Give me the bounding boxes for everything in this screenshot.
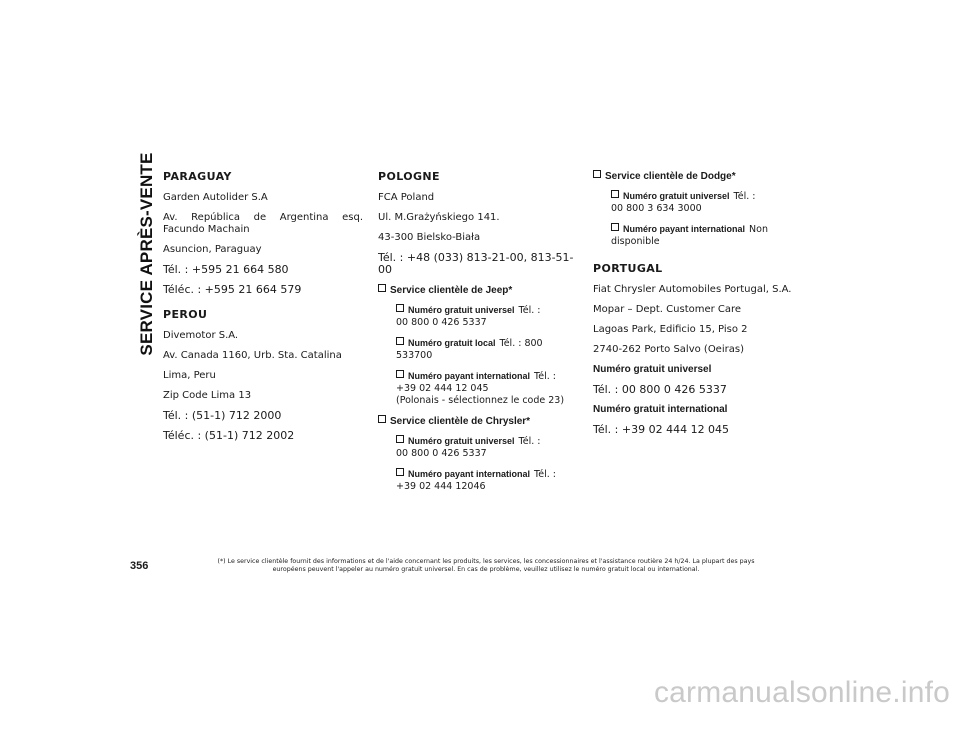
column-1: [163, 170, 363, 450]
pologne-line: Ul. M.Grażyńskiego 141.: [378, 212, 500, 223]
perou-line: Tél. : (51-1) 712 2000: [163, 409, 282, 422]
heading-pologne: POLOGNE: [378, 170, 440, 183]
chrysler-service-item: Service clientèle de Chrysler*: [378, 415, 578, 427]
checkbox-square-icon: [396, 435, 404, 443]
dodge-international-item: Numéro payant international Non disponible: [611, 224, 768, 247]
portugal-tel-universal: Tél. : 00 800 0 426 5337: [593, 383, 727, 396]
checkbox-square-icon: [396, 370, 404, 378]
watermark: carmanualsonline.info: [653, 676, 950, 709]
dodge-universal-item: Numéro gratuit universel Tél. : 00 800 3 634 3000: [611, 191, 756, 214]
checkbox-square-icon: [611, 223, 619, 231]
column-3: [593, 170, 803, 444]
chrysler-universal-item: Numéro gratuit universel Tél. : 00 800 0 426 5337: [396, 436, 541, 459]
jeep-international-item: Numéro payant international Tél. : +39 02 444 12 045 (Polonais - sélectionnez le code 23): [396, 371, 565, 406]
column-2: [378, 170, 578, 501]
pologne-line: 43-300 Bielsko-Biała: [378, 232, 481, 243]
footnote-line: européens peuvent l'appeler au numéro gratuit universel. En cas de problème, veuillez utilisez le numéro gratuit local ou international.: [272, 566, 700, 573]
checkbox-square-icon: [378, 284, 386, 292]
portugal-line: Lagoas Park, Edificio 15, Piso 2: [593, 324, 748, 335]
checkbox-square-icon: [593, 170, 601, 178]
checkbox-square-icon: [378, 415, 386, 423]
jeep-universal-item: Numéro gratuit universel Tél. : 00 800 0 426 5337: [396, 305, 541, 328]
checkbox-square-icon: [396, 468, 404, 476]
checkbox-square-icon: [396, 304, 404, 312]
page-number: 356: [130, 560, 149, 572]
perou-line: Divemotor S.A.: [163, 330, 239, 341]
perou-line: Téléc. : (51-1) 712 2002: [163, 429, 295, 442]
paraguay-line: Asuncion, Paraguay: [163, 244, 262, 255]
pologne-line: Tél. : +48 (033) 813-21-00, 813-51-00: [378, 251, 574, 276]
portugal-line: 2740-262 Porto Salvo (Oeiras): [593, 344, 744, 355]
footnote: [176, 558, 796, 574]
paraguay-line: Tél. : +595 21 664 580: [163, 263, 289, 276]
paraguay-line: Av. República de Argentina esq. Facundo Machain: [163, 212, 363, 235]
side-section-title-text: SERVICE APRÈS-VENTE: [137, 152, 156, 356]
checkbox-square-icon: [611, 190, 619, 198]
paraguay-line: Garden Autolider S.A: [163, 192, 268, 203]
chrysler-international-item: Numéro payant international Tél. : +39 02 444 12046: [396, 469, 556, 492]
portugal-line: Mopar – Dept. Customer Care: [593, 304, 742, 315]
heading-portugal: PORTUGAL: [593, 262, 663, 275]
portugal-label-universal: Numéro gratuit universel: [593, 364, 712, 375]
dodge-service-item: Service clientèle de Dodge*: [593, 170, 803, 182]
paraguay-line: Téléc. : +595 21 664 579: [163, 283, 302, 296]
portugal-line: Fiat Chrysler Automobiles Portugal, S.A.: [593, 284, 792, 295]
pologne-line: FCA Poland: [378, 192, 435, 203]
heading-paraguay: PARAGUAY: [163, 170, 232, 183]
footnote-line: (*) Le service clientèle fournit des informations et de l'aide concernant les produits, les services, les concessionnaires et l'assistance routière 24 h/24. La plupart des pays: [217, 558, 755, 565]
jeep-service-item: Service clientèle de Jeep*: [378, 284, 578, 296]
perou-line: Lima, Peru: [163, 370, 216, 381]
portugal-label-international: Numéro gratuit international: [593, 404, 728, 415]
heading-perou: PEROU: [163, 308, 208, 321]
portugal-tel-international: Tél. : +39 02 444 12 045: [593, 423, 730, 436]
perou-line: Zip Code Lima 13: [163, 390, 252, 401]
perou-line: Av. Canada 1160, Urb. Sta. Catalina: [163, 350, 342, 361]
jeep-local-item: Numéro gratuit local Tél. : 800 533700: [396, 338, 543, 361]
side-section-title: [136, 152, 158, 356]
checkbox-square-icon: [396, 337, 404, 345]
